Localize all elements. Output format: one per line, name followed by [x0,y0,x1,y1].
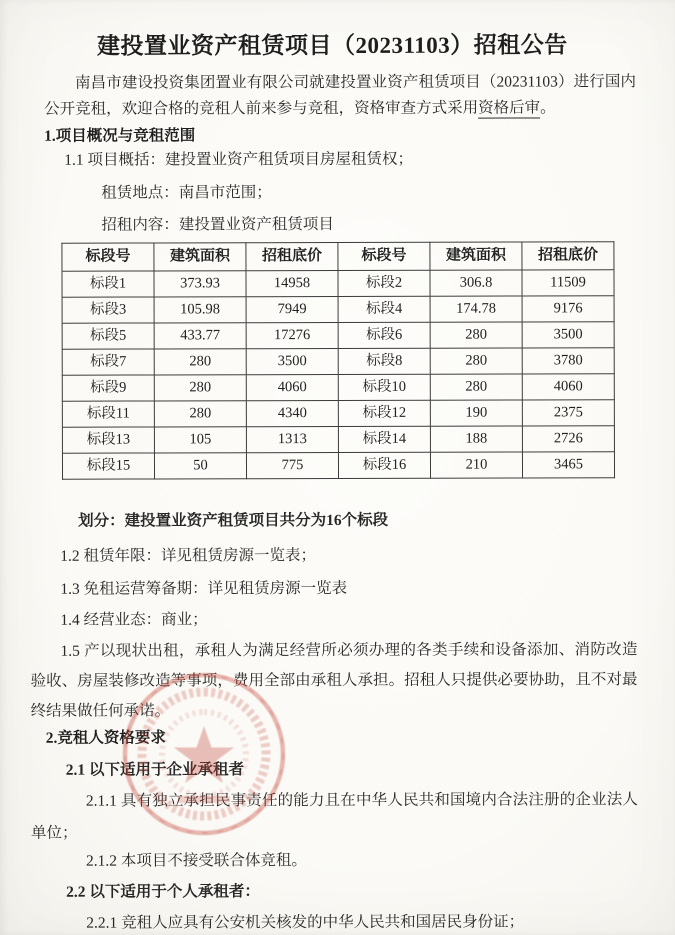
lot-table-header-row [62,242,614,271]
table-cell: 标段9 [62,375,154,401]
table-cell: 标段11 [62,401,154,427]
column-header: 标段号 [338,242,430,270]
table-cell: 188 [430,426,522,452]
intro-paragraph [44,69,636,123]
column-header: 建筑面积 [430,242,522,270]
table-cell: 174.78 [430,296,522,322]
table-cell: 4060 [246,374,338,400]
table-row [62,452,614,479]
table-cell: 3500 [522,322,614,348]
table-cell: 标段10 [338,374,430,400]
section-1-heading: 1.项目概况与竞租范围 [44,127,196,145]
table-cell: 7949 [246,296,338,322]
lease-location-line: 租赁地点：南昌市范围； [101,184,272,202]
table-cell: 280 [154,375,246,401]
item-2-2: 2.2 以下适用于个人承租者： [66,883,260,901]
table-cell: 标段16 [338,452,430,478]
item-2-1-1: 2.1.1 具有独立承担民事责任的能力且在中华人民共和国境内合法注册的企业法人单位； [30,791,638,842]
column-header: 标段号 [62,243,154,271]
table-cell: 4060 [522,374,614,400]
item-1-2: 1.2 租赁年限：详见租赁房源一览表； [60,547,317,565]
table-cell: 280 [154,349,246,375]
table-row [62,348,614,375]
column-header: 招租底价 [246,242,338,270]
table-cell: 9176 [522,296,614,322]
table-cell: 105 [154,427,246,453]
table-cell: 190 [430,400,522,426]
column-header: 招租底价 [522,242,614,270]
table-cell: 306.8 [430,270,522,296]
table-cell: 标段3 [62,297,154,323]
item-1-1: 1.1 项目概括：建投置业资产租赁项目房屋租赁权； [64,150,413,169]
section-2-heading: 2.竞租人资格要求 [45,729,166,747]
table-cell: 3465 [522,452,614,478]
table-cell: 373.93 [154,271,246,297]
table-cell: 标段8 [338,348,430,374]
table-cell: 433.77 [154,323,246,349]
table-cell: 标段13 [62,427,154,453]
underlined-phrase: 资格后审 [478,99,541,117]
lot-table [61,241,615,479]
table-cell: 标段1 [62,271,154,297]
table-row [62,400,614,427]
table-cell: 标段2 [338,270,430,296]
table-cell: 280 [154,401,246,427]
item-1-5: 1.5 产以现状出租，承租人为满足经营所必须办理的各类手续和设备添加、消防改造验收、房屋装修改造等事项，费用全部由承租人承担。招租人只提供必要协助，且不对最终结果做任何承诺。 [30,641,638,720]
table-cell: 标段15 [62,453,154,479]
table-cell: 标段7 [62,349,154,375]
intro-text: 南昌市建设投资集团置业有限公司就建投置业资产租赁项目（20231103）进行国内公开竞租，欢迎合格的竞租人前来参与竞租，资格审查方式采用 [44,73,637,118]
item-1-4: 1.4 经营业态：商业； [60,611,208,629]
table-row [62,270,614,297]
item-2-1: 2.1 以下适用于企业承租者 [65,761,245,779]
table-cell: 280 [430,322,522,348]
table-cell: 标段6 [338,322,430,348]
table-cell: 17276 [246,322,338,348]
lot-table-body [62,270,615,479]
table-cell: 标段12 [338,400,430,426]
table-cell: 11509 [522,270,614,296]
lease-content-line: 招租内容：建投置业资产租赁项目 [101,216,334,234]
table-row [62,374,614,401]
table-cell: 105.98 [154,297,246,323]
table-cell: 14958 [246,270,338,296]
column-header: 建筑面积 [154,243,246,271]
table-cell: 2375 [522,400,614,426]
table-cell: 3500 [246,348,338,374]
table-cell: 280 [430,348,522,374]
table-cell: 1313 [246,426,338,452]
table-cell: 标段4 [338,296,430,322]
table-cell: 标段5 [62,323,154,349]
table-row [62,426,614,453]
item-2-1-2: 2.1.2 本项目不接受联合体竞租。 [86,852,307,870]
table-row [62,322,614,349]
item-2-2-1: 2.2.1 竞租人应具有公安机关核发的中华人民共和国居民身份证； [86,913,525,932]
table-cell: 210 [430,452,522,478]
intro-text-end: 。 [540,99,556,117]
table-cell: 50 [154,453,246,479]
table-row [62,296,614,323]
page-title: 建投置业资产租赁项目（20231103）招租公告 [96,32,568,59]
table-cell: 3780 [522,348,614,374]
item-1-3: 1.3 免租运营筹备期：详见租赁房源一览表 [60,579,348,598]
table-cell: 775 [246,452,338,478]
table-cell: 4340 [246,400,338,426]
table-cell: 280 [430,374,522,400]
table-cell: 2726 [522,426,614,452]
division-note: 划分：建投置业资产租赁项目共分为16个标段 [78,511,389,530]
table-cell: 标段14 [338,426,430,452]
